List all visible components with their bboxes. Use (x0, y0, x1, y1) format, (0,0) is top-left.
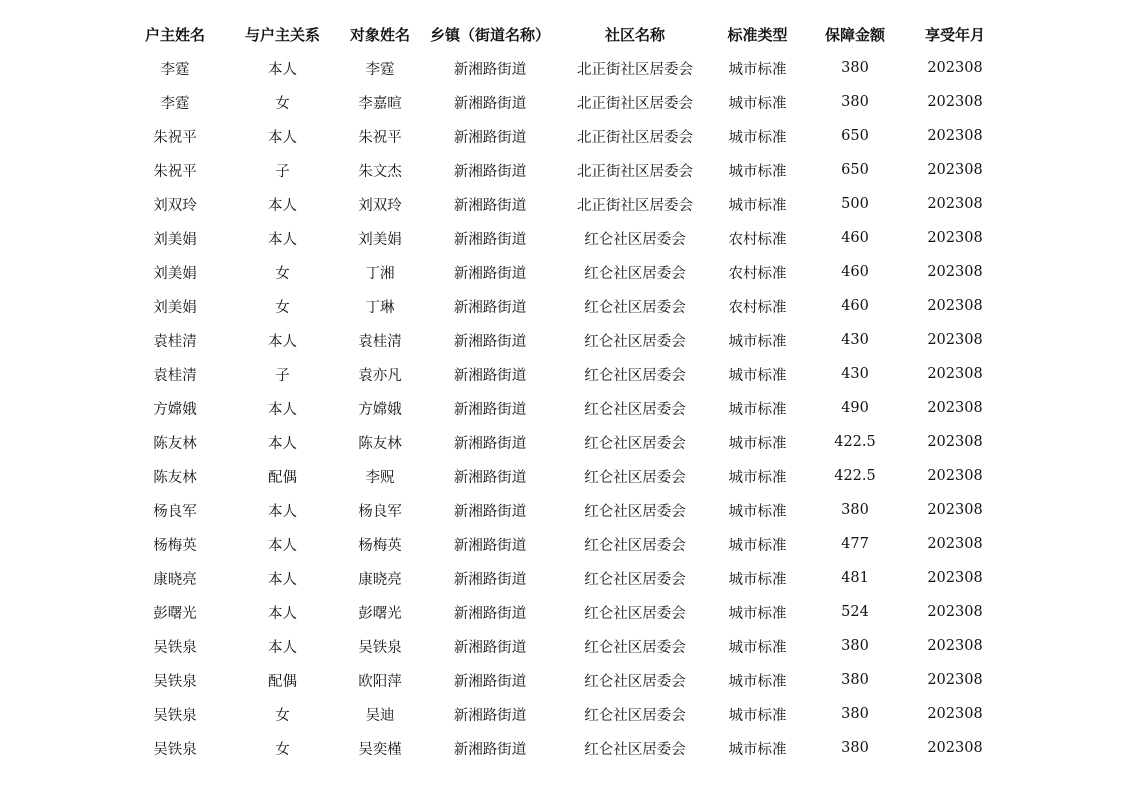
cell-relationship: 本人 (268, 537, 297, 554)
cell-community: 红仑社区居委会 (584, 469, 686, 486)
cell-subsidy-amount: 460 (841, 264, 869, 280)
cell-township: 新湘路街道 (453, 639, 527, 656)
cell-subsidy-amount: 380 (841, 94, 869, 110)
cell-relationship: 本人 (268, 639, 297, 656)
table-row (120, 119, 1000, 153)
cell-recipient-name: 李嘉暄 (358, 95, 402, 112)
cell-standard-type: 城市标准 (728, 61, 787, 78)
cell-relationship: 本人 (268, 435, 297, 452)
cell-household-head-name: 李霆 (160, 95, 190, 112)
table-row (120, 391, 1000, 425)
cell-subsidy-amount: 481 (841, 570, 869, 586)
cell-township: 新湘路街道 (453, 571, 527, 588)
cell-community: 北正街社区居委会 (577, 61, 693, 78)
header-row (120, 17, 1000, 51)
cell-standard-type: 城市标准 (728, 639, 787, 656)
cell-standard-type: 农村标准 (728, 231, 787, 248)
cell-recipient-name: 丁琳 (365, 299, 395, 316)
cell-relationship: 本人 (268, 605, 297, 622)
cell-household-head-name: 杨梅英 (153, 537, 197, 554)
cell-benefit-month: 202308 (927, 400, 983, 416)
cell-recipient-name: 袁亦凡 (358, 367, 402, 384)
cell-community: 北正街社区居委会 (577, 197, 693, 214)
cell-recipient-name: 康晓亮 (358, 571, 402, 588)
cell-household-head-name: 刘双玲 (153, 197, 197, 214)
cell-township: 新湘路街道 (453, 197, 527, 214)
cell-township: 新湘路街道 (453, 605, 527, 622)
cell-community: 红仑社区居委会 (584, 605, 686, 622)
header-benefit-month: 享受年月 (924, 25, 985, 44)
cell-community: 北正街社区居委会 (577, 95, 693, 112)
table-row (120, 663, 1000, 697)
cell-standard-type: 农村标准 (728, 299, 787, 316)
header-community: 社区名称 (604, 25, 665, 44)
cell-township: 新湘路街道 (453, 333, 527, 350)
cell-recipient-name: 丁湘 (365, 265, 395, 282)
cell-household-head-name: 吴铁泉 (153, 639, 197, 656)
cell-township: 新湘路街道 (453, 435, 527, 452)
cell-township: 新湘路街道 (453, 163, 527, 180)
cell-relationship: 本人 (268, 333, 297, 350)
cell-subsidy-amount: 380 (841, 638, 869, 654)
cell-township: 新湘路街道 (453, 673, 527, 690)
cell-township: 新湘路街道 (453, 61, 527, 78)
table-row (120, 459, 1000, 493)
table-body (120, 51, 1000, 765)
cell-recipient-name: 袁桂清 (358, 333, 402, 350)
cell-benefit-month: 202308 (927, 502, 983, 518)
cell-subsidy-amount: 490 (841, 400, 869, 416)
cell-household-head-name: 袁桂清 (153, 333, 197, 350)
cell-relationship: 本人 (268, 231, 297, 248)
cell-recipient-name: 刘美娟 (358, 231, 402, 248)
cell-benefit-month: 202308 (927, 162, 983, 178)
cell-township: 新湘路街道 (453, 537, 527, 554)
cell-household-head-name: 吴铁泉 (153, 741, 197, 758)
cell-standard-type: 城市标准 (728, 197, 787, 214)
cell-recipient-name: 吴奕槿 (358, 741, 402, 758)
cell-benefit-month: 202308 (927, 230, 983, 246)
cell-standard-type: 城市标准 (728, 605, 787, 622)
cell-township: 新湘路街道 (453, 367, 527, 384)
cell-household-head-name: 康晓亮 (153, 571, 197, 588)
cell-subsidy-amount: 650 (841, 162, 869, 178)
cell-recipient-name: 杨良军 (358, 503, 402, 520)
cell-recipient-name: 李霆 (365, 61, 395, 78)
cell-township: 新湘路街道 (453, 129, 527, 146)
cell-relationship: 女 (275, 707, 290, 724)
cell-community: 红仑社区居委会 (584, 707, 686, 724)
cell-community: 红仑社区居委会 (584, 571, 686, 588)
table-row (120, 51, 1000, 85)
cell-township: 新湘路街道 (453, 95, 527, 112)
cell-relationship: 子 (275, 163, 290, 180)
cell-recipient-name: 彭曙光 (358, 605, 402, 622)
cell-standard-type: 城市标准 (728, 163, 787, 180)
cell-household-head-name: 陈友林 (153, 469, 197, 486)
cell-household-head-name: 方嫦娥 (153, 401, 197, 418)
table-row (120, 561, 1000, 595)
cell-community: 北正街社区居委会 (577, 163, 693, 180)
cell-township: 新湘路街道 (453, 503, 527, 520)
cell-benefit-month: 202308 (927, 672, 983, 688)
cell-township: 新湘路街道 (453, 707, 527, 724)
cell-recipient-name: 李贶 (365, 469, 395, 486)
cell-community: 红仑社区居委会 (584, 503, 686, 520)
cell-relationship: 本人 (268, 61, 297, 78)
cell-subsidy-amount: 524 (841, 604, 869, 620)
table-row (120, 187, 1000, 221)
cell-subsidy-amount: 422.5 (834, 468, 876, 484)
cell-township: 新湘路街道 (453, 231, 527, 248)
cell-benefit-month: 202308 (927, 536, 983, 552)
cell-community: 红仑社区居委会 (584, 639, 686, 656)
cell-relationship: 本人 (268, 401, 297, 418)
cell-household-head-name: 陈友林 (153, 435, 197, 452)
cell-township: 新湘路街道 (453, 265, 527, 282)
cell-recipient-name: 杨梅英 (358, 537, 402, 554)
cell-benefit-month: 202308 (927, 60, 983, 76)
cell-community: 红仑社区居委会 (584, 537, 686, 554)
cell-community: 红仑社区居委会 (584, 435, 686, 452)
cell-community: 红仑社区居委会 (584, 401, 686, 418)
cell-standard-type: 城市标准 (728, 469, 787, 486)
cell-benefit-month: 202308 (927, 366, 983, 382)
cell-subsidy-amount: 460 (841, 230, 869, 246)
cell-standard-type: 城市标准 (728, 503, 787, 520)
document-page (120, 17, 1000, 765)
cell-recipient-name: 朱祝平 (358, 129, 402, 146)
cell-standard-type: 城市标准 (728, 367, 787, 384)
cell-recipient-name: 吴铁泉 (358, 639, 402, 656)
cell-community: 北正街社区居委会 (577, 129, 693, 146)
cell-subsidy-amount: 380 (841, 502, 869, 518)
cell-community: 红仑社区居委会 (584, 333, 686, 350)
cell-benefit-month: 202308 (927, 740, 983, 756)
cell-benefit-month: 202308 (927, 638, 983, 654)
table-row (120, 153, 1000, 187)
table-header (120, 17, 1000, 51)
cell-benefit-month: 202308 (927, 468, 983, 484)
table-row (120, 697, 1000, 731)
cell-standard-type: 城市标准 (728, 333, 787, 350)
table-row (120, 357, 1000, 391)
cell-township: 新湘路街道 (453, 401, 527, 418)
cell-recipient-name: 吴迪 (365, 707, 395, 724)
cell-community: 红仑社区居委会 (584, 231, 686, 248)
cell-standard-type: 城市标准 (728, 435, 787, 452)
cell-household-head-name: 李霆 (160, 61, 190, 78)
cell-relationship: 女 (275, 299, 290, 316)
cell-subsidy-amount: 380 (841, 740, 869, 756)
cell-subsidy-amount: 430 (841, 332, 869, 348)
cell-subsidy-amount: 380 (841, 672, 869, 688)
cell-recipient-name: 朱文杰 (358, 163, 402, 180)
header-recipient-name: 对象姓名 (349, 25, 410, 44)
cell-household-head-name: 刘美娟 (153, 231, 197, 248)
cell-standard-type: 城市标准 (728, 741, 787, 758)
cell-household-head-name: 彭曙光 (153, 605, 197, 622)
table-row (120, 595, 1000, 629)
header-subsidy-amount: 保障金额 (824, 25, 885, 44)
cell-standard-type: 城市标准 (728, 673, 787, 690)
cell-subsidy-amount: 422.5 (834, 434, 876, 450)
cell-relationship: 本人 (268, 197, 297, 214)
cell-household-head-name: 刘美娟 (153, 265, 197, 282)
cell-benefit-month: 202308 (927, 264, 983, 280)
cell-subsidy-amount: 477 (841, 536, 869, 552)
cell-relationship: 女 (275, 95, 290, 112)
table-row (120, 85, 1000, 119)
cell-community: 红仑社区居委会 (584, 741, 686, 758)
cell-standard-type: 农村标准 (728, 265, 787, 282)
cell-recipient-name: 刘双玲 (358, 197, 402, 214)
table-row (120, 221, 1000, 255)
cell-recipient-name: 方嫦娥 (358, 401, 402, 418)
cell-household-head-name: 吴铁泉 (153, 707, 197, 724)
table-row (120, 527, 1000, 561)
cell-benefit-month: 202308 (927, 434, 983, 450)
cell-relationship: 女 (275, 265, 290, 282)
header-standard-type: 标准类型 (727, 25, 788, 44)
cell-relationship: 配偶 (268, 469, 297, 486)
cell-subsidy-amount: 380 (841, 60, 869, 76)
cell-recipient-name: 陈友林 (358, 435, 402, 452)
cell-community: 红仑社区居委会 (584, 673, 686, 690)
cell-household-head-name: 吴铁泉 (153, 673, 197, 690)
cell-household-head-name: 朱祝平 (153, 129, 197, 146)
table-row (120, 289, 1000, 323)
cell-household-head-name: 袁桂清 (153, 367, 197, 384)
cell-subsidy-amount: 430 (841, 366, 869, 382)
cell-relationship: 本人 (268, 129, 297, 146)
cell-standard-type: 城市标准 (728, 571, 787, 588)
table-row (120, 731, 1000, 765)
cell-household-head-name: 朱祝平 (153, 163, 197, 180)
cell-benefit-month: 202308 (927, 570, 983, 586)
table-row (120, 425, 1000, 459)
cell-relationship: 子 (275, 367, 290, 384)
cell-recipient-name: 欧阳萍 (358, 673, 402, 690)
header-household-head-name: 户主姓名 (144, 25, 205, 44)
table-row (120, 493, 1000, 527)
cell-community: 红仑社区居委会 (584, 265, 686, 282)
table-row (120, 255, 1000, 289)
cell-benefit-month: 202308 (927, 604, 983, 620)
cell-community: 红仑社区居委会 (584, 367, 686, 384)
cell-township: 新湘路街道 (453, 469, 527, 486)
cell-standard-type: 城市标准 (728, 129, 787, 146)
cell-community: 红仑社区居委会 (584, 299, 686, 316)
cell-relationship: 本人 (268, 571, 297, 588)
cell-township: 新湘路街道 (453, 299, 527, 316)
cell-subsidy-amount: 500 (841, 196, 869, 212)
cell-subsidy-amount: 460 (841, 298, 869, 314)
cell-household-head-name: 杨良军 (153, 503, 197, 520)
cell-subsidy-amount: 380 (841, 706, 869, 722)
cell-township: 新湘路街道 (453, 741, 527, 758)
cell-relationship: 配偶 (268, 673, 297, 690)
cell-benefit-month: 202308 (927, 332, 983, 348)
table-row (120, 629, 1000, 663)
cell-benefit-month: 202308 (927, 128, 983, 144)
cell-benefit-month: 202308 (927, 196, 983, 212)
cell-standard-type: 城市标准 (728, 707, 787, 724)
cell-relationship: 本人 (268, 503, 297, 520)
cell-standard-type: 城市标准 (728, 537, 787, 554)
cell-subsidy-amount: 650 (841, 128, 869, 144)
subsidy-roster-table (120, 17, 1000, 765)
table-row (120, 323, 1000, 357)
cell-household-head-name: 刘美娟 (153, 299, 197, 316)
cell-benefit-month: 202308 (927, 94, 983, 110)
cell-standard-type: 城市标准 (728, 401, 787, 418)
header-township: 乡镇（街道名称） (429, 25, 550, 44)
cell-benefit-month: 202308 (927, 706, 983, 722)
header-relationship: 与户主关系 (244, 25, 320, 44)
cell-relationship: 女 (275, 741, 290, 758)
cell-benefit-month: 202308 (927, 298, 983, 314)
cell-standard-type: 城市标准 (728, 95, 787, 112)
